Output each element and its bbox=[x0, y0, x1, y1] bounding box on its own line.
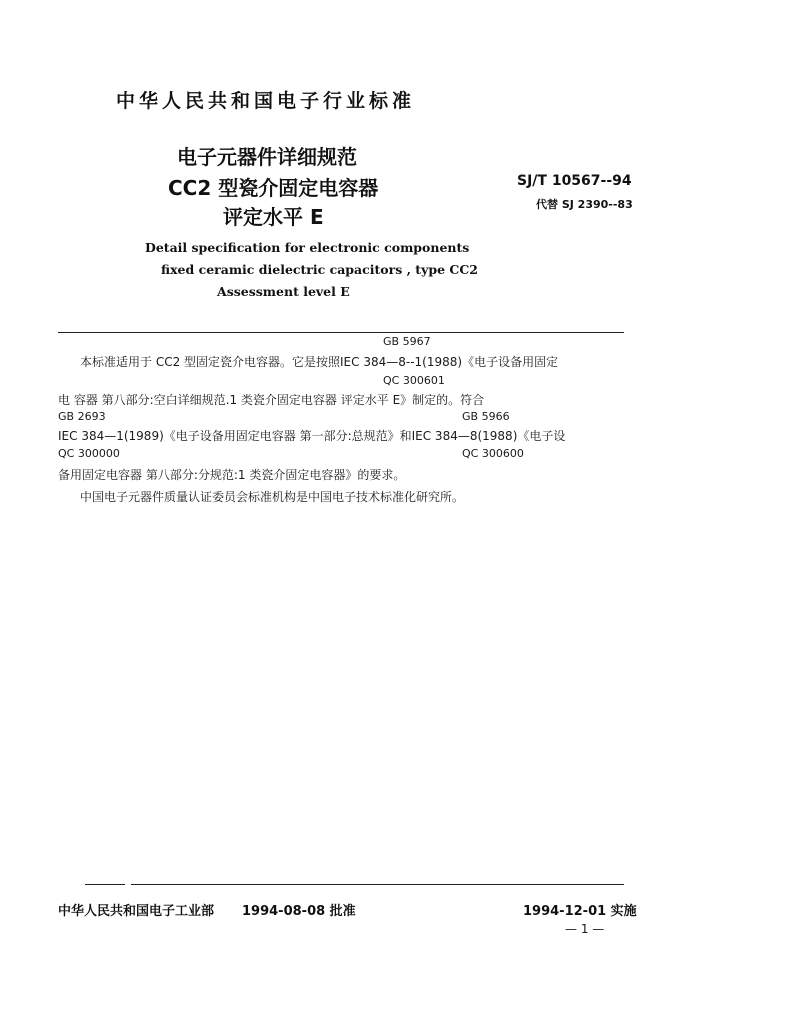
english-title-line-1: Detail specification for electronic components bbox=[145, 240, 470, 255]
implementation-date: 1994-12-01 实施 bbox=[523, 904, 637, 919]
ref-qc300600: QC 300600 bbox=[462, 447, 524, 460]
para1-line-2: 电 容器 第八部分:空白详细规范.1 类瓷介固定电容器 评定水平 E》制定的。符合 bbox=[58, 393, 485, 407]
standard-number: SJ/T 10567--94 bbox=[517, 173, 632, 189]
footer-divider bbox=[131, 884, 624, 885]
title-line-3: 评定水平 E bbox=[223, 205, 324, 229]
ref-gb5967: GB 5967 bbox=[383, 335, 431, 348]
top-divider bbox=[58, 332, 624, 333]
ref-gb2693: GB 2693 bbox=[58, 410, 106, 423]
page-number: — 1 — bbox=[565, 922, 605, 936]
replaces-standard: 代替 SJ 2390--83 bbox=[536, 198, 633, 211]
english-title-line-3: Assessment level E bbox=[217, 284, 350, 299]
org-standard-header: 中华人民共和国电子行业标准 bbox=[116, 90, 416, 112]
approval-date: 1994-08-08 批准 bbox=[242, 904, 356, 919]
ref-qc300601: QC 300601 bbox=[383, 374, 445, 387]
para1-line-1: 本标准适用于 CC2 型固定瓷介电容器。它是按照IEC 384—8--1(1988)《电子设备用固定 bbox=[80, 355, 559, 369]
title-line-2: CC2 型瓷介固定电容器 bbox=[168, 176, 379, 200]
approver: 中华人民共和国电子工业部 bbox=[58, 904, 215, 919]
english-title-line-2: fixed ceramic dielectric capacitors , type CC2 bbox=[161, 262, 478, 277]
footer-divider-short bbox=[85, 884, 125, 885]
title-line-1: 电子元器件详细规范 bbox=[177, 145, 357, 169]
para2: 中国电子元器件质量认证委员会标准机构是中国电子技术标准化研究所。 bbox=[80, 490, 465, 504]
ref-qc300000: QC 300000 bbox=[58, 447, 120, 460]
para1-line-3: IEC 384—1(1989)《电子设备用固定电容器 第一部分:总规范》和IEC 384—8(1988)《电子设 bbox=[58, 429, 566, 443]
ref-gb5966: GB 5966 bbox=[462, 410, 510, 423]
para1-line-4: 备用固定电容器 第八部分:分规范:1 类瓷介固定电容器》的要求。 bbox=[58, 468, 406, 482]
